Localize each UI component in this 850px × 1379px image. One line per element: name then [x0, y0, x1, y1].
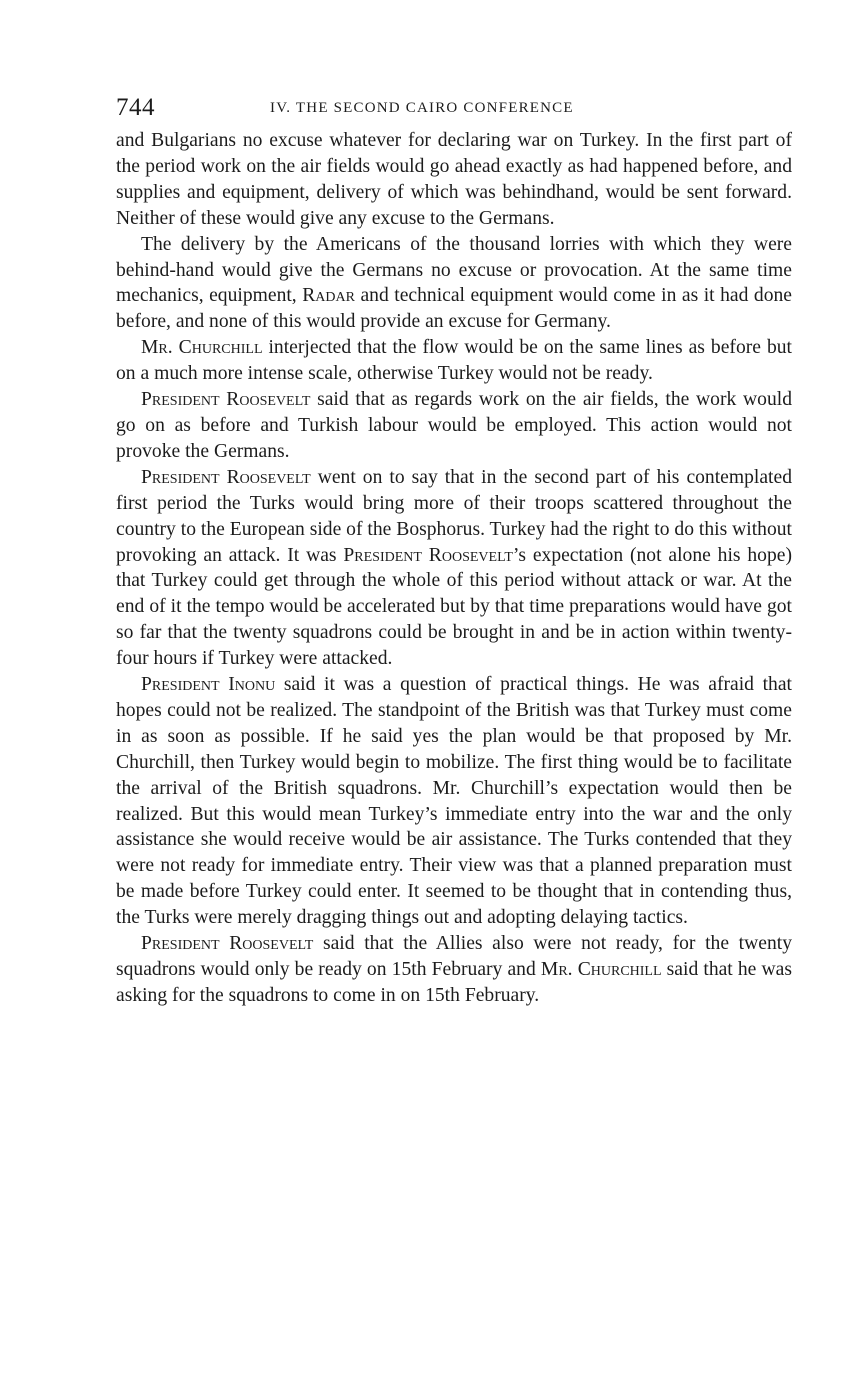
paragraph-text: interjected that the flow would be on the same lines as before but on a much more intense scale, otherwise Turkey would not be ready. — [116, 337, 792, 385]
speaker-name: Mr. Churchill — [141, 337, 263, 359]
paragraph-text: and technical equipment would come in as it had done before, and none of this would provide an excuse for Germany. — [116, 285, 792, 333]
speaker-name: President Roosevelt — [141, 933, 314, 955]
paragraph-text: said that as regards work on the air fields, the work would go on as before and Turkish labour would be employed. This action would not provoke the Germans. — [116, 389, 792, 462]
paragraph-text: The delivery by the Americans of the thousand lorries with which they were behind-hand would give the Germans no excuse or provocation. At the same time mechanics, equipment, — [116, 233, 792, 307]
paragraph-7 — [116, 931, 792, 1009]
paragraph-1 — [116, 128, 792, 232]
paragraph-text: went on to say that in the second part of his contemplated first period the Turks would bring more of their troops scattered throughout the country to the European side of the Bosphorus. Turkey had the right to do this without provoking an attack. It was — [116, 466, 792, 566]
paragraph-4 — [116, 387, 792, 465]
speaker-name: Mr. Churchill — [540, 959, 662, 980]
speaker-name: President Roosevelt — [343, 544, 513, 566]
paragraph-2 — [116, 232, 792, 336]
paragraph-text: said that the Allies also were not ready, for the twenty squadrons would only be ready on 15th February and — [116, 933, 792, 980]
speaker-name: President Inonu — [141, 674, 276, 696]
paragraph-5 — [116, 465, 792, 672]
speaker-name: President Roosevelt — [141, 389, 311, 411]
paragraph-text: said that he was asking for the squadrons to come in on 15th February. — [116, 959, 792, 1006]
paragraph-6 — [116, 672, 792, 931]
document-page — [116, 92, 792, 1009]
paragraph-text: ’s expectation (not alone his hope) that Turkey could get through the whole of this period without attack or war. At the end of it the tempo would be accelerated but by that time preparations would have got so far that the twenty squadrons could be brought in and be in action within twenty-four hours if Turkey were attacked. — [116, 544, 792, 670]
paragraph-text: and Bulgarians no excuse whatever for declaring war on Turkey. In the first part of the period work on the air fields would go ahead exactly as had happened before, and supplies and equipment, delivery of which was behindhand, would be sent forward. Neither of these would give any excuse to the Germans. — [116, 130, 792, 229]
page-header — [116, 92, 792, 128]
running-head: IV. THE SECOND CAIRO CONFERENCE — [270, 100, 574, 116]
body-text — [116, 128, 792, 1009]
paragraph-3 — [116, 335, 792, 387]
paragraph-text: said it was a question of practical things. He was afraid that hopes could not be realized. The standpoint of the British was that Turkey must come in as soon as possible. If he said yes the plan would be that proposed by Mr. Churchill, then Turkey would begin to mobilize. The first thing would be to facilitate the arrival of the British squadrons. Mr. Churchill’s expectation would then be realized. But this would mean Turkey’s immediate entry into the war and the only assistance she would receive would be air assistance. The Turks contended that they were not ready for immediate entry. Their view was that a planned preparation must be made before Turkey could enter. It seemed to be thought that in contending thus, the Turks were merely dragging things out and adopting delaying tactics. — [116, 674, 792, 929]
speaker-name: President Roosevelt — [141, 466, 311, 488]
small-caps-term: Radar — [302, 285, 355, 307]
page-number: 744 — [116, 94, 155, 121]
